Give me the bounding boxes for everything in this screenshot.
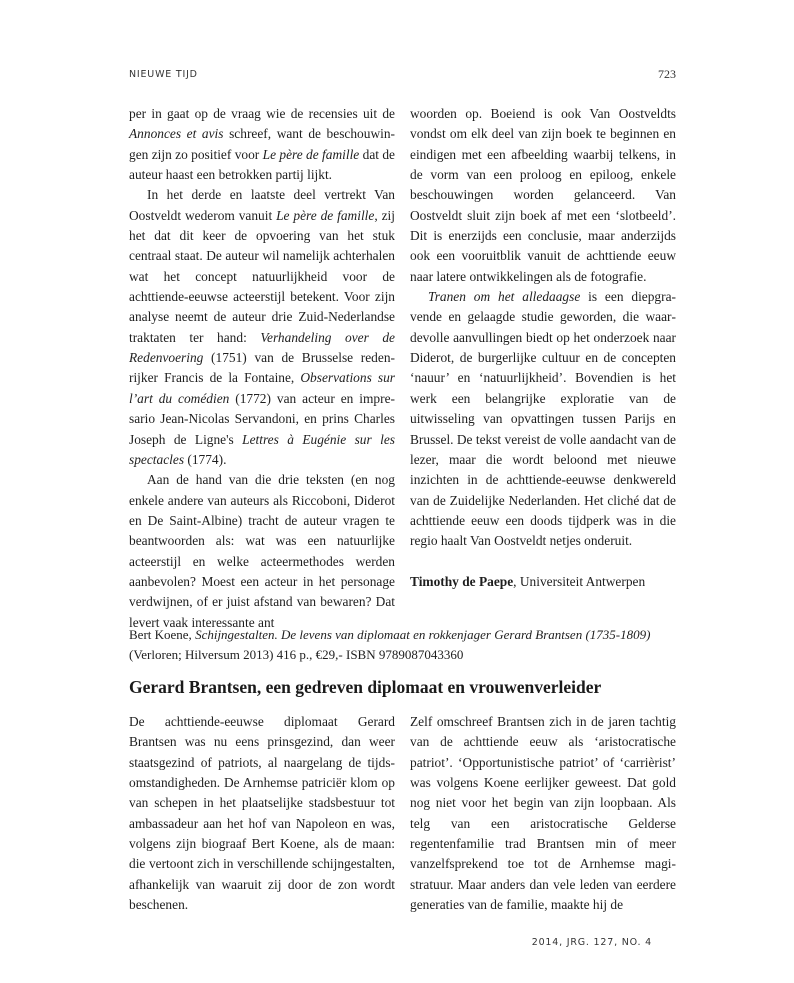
paragraph: Tranen om het alledaagse is een diepgravende en gelaagde studie geworden, die waardevolle aanvullingen biedt op het onderzoek naar Diderot, de burgerlijke cultuur en de concepten ‘nauur’ en ‘natuurlijkheid’. Bovendien is het werk een belangrijke exploratie van de uitwisseling van opvattingen tussen Parijs en Brussel. De tekst vereist de volle aandacht van de lezer, maar die wordt beloond met nieuwe inzichten in de achttiende-eeuwse denkwereld van de Zuidelijke Nederlanden. Het cliché dat de achttiende eeuw een doods tijdperk was in die regio haalt Van Oostveldt netjes onderuit. bbox=[410, 289, 676, 549]
review2-left-column bbox=[129, 712, 395, 915]
paragraph: per in gaat op de vraag wie de recensies uit de Annonces et avis schreef, want de beschouwingen zijn zo positief voor Le père de famille dat de auteur haast een betrokken partij lijkt. bbox=[129, 106, 395, 183]
paragraph: De achttiende-eeuwse diplomaat Gerard Brantsen was nu eens prinsgezind, dan weer staatsgezind of patriots, al naargelang de tijdsomstandigheden. De Arnhemse patriciër klom op van schepen in het plaatselijke stadsbestuur tot ambassadeur aan het hof van Napoleon en was, volgens zijn biograaf Bert Koene, als de maan: die vertoont zich in verschillende schijngestalten, afhankelijk van waaruit zij door de zon wordt beschenen. bbox=[129, 714, 395, 913]
paragraph: Aan de hand van die drie teksten (en nog enkele andere van auteurs als Riccoboni, Diderot en De Saint-Albine) tracht de auteur vragen te beantwoorden als: wat was een natuurlijke acteerstijl en welke acteermethodes werden aanbevolen? Moest een acteur in het personage verdwijnen, of er juist afstand van bewaren? Dat levert vaak interessante ant bbox=[129, 472, 395, 630]
italic-title: Lettres à Eugénie sur les spectacles bbox=[129, 431, 395, 467]
reviewer-signature bbox=[410, 572, 676, 592]
review1-right-column bbox=[410, 104, 676, 592]
review2-right-column bbox=[410, 712, 676, 915]
book-details: (Verloren; Hilversum 2013) 416 p., €29,- ISBN 9789087043360 bbox=[129, 647, 464, 662]
bibliographic-entry bbox=[129, 625, 689, 665]
running-head: NIEUWE TIJD bbox=[129, 69, 198, 80]
italic-title: Annonces et avis bbox=[129, 126, 224, 142]
italic-title: Verhandeling over de Redenvoering bbox=[129, 329, 395, 366]
page-number: 723 bbox=[658, 67, 676, 81]
italic-title: Observations sur l’art du comédien bbox=[129, 370, 395, 406]
italic-title: Le père de famille bbox=[276, 207, 375, 223]
paragraph: Zelf omschreef Brantsen zich in de jaren tachtig van de achttiende eeuw als ‘aristocratische patriot’. ‘Opportunistische patriot’ of ‘carrièrist’ was volgens Koene eerlijker geweest. Dat gold nog niet voor het begin van zijn loopbaan. Als telg van een aristocratische Gelderse regentenfamilie trad Brantsen min of meer vanzelfsprekend toe tot de Arnhemse magistratuur. Maar anders dan vele leden van eerdere generaties van de familie, maakte hij de bbox=[410, 714, 676, 913]
paragraph: In het derde en laatste deel vertrekt Van Oostveldt wederom vanuit Le père de famille, zij het dat dit keer de opvoering van het stuk centraal staat. De auteur wil namelijk achterhalen wat het concept natuurlijkheid voor de achttiende-eeuwse acteerstijl betekent. Voor zijn analyse neemt de auteur drie Zuid-Nederlandse traktaten ter hand: Verhandeling over de Redenvoering (1751) van de Brusselse redenrijker Francis de la Fontaine, Observations sur l’art du comédien (1772) van acteur en impresario Jean-Nicolas Servandoni, en prins Charles Joseph de Ligne's Lettres à Eugénie sur les spectacles (1774). bbox=[129, 187, 395, 467]
review1-left-column bbox=[129, 104, 395, 633]
journal-issue-footer: 2014, JRG. 127, NO. 4 bbox=[531, 937, 652, 948]
review-title: Gerard Brantsen, een gedreven diplomaat en vrouwenverleider bbox=[129, 677, 602, 697]
paragraph: woorden op. Boeiend is ook Van Oostveldts vondst om elk deel van zijn boek te beginnen en eindigen met een afbeelding waarbij telkens, in de vorm van een proloog en epiloog, enkele beschouwingen worden gelanceerd. Van Oostveldt sluit zijn boek af met een ‘slotbeeld’. Dit is enerzijds een conclusie, maar anderzijds ook een vooruitblik vanuit de achttiende eeuw naar latere ontwikkelingen als de fotografie. bbox=[410, 106, 676, 284]
reviewer-name: Timothy de Paepe bbox=[410, 573, 514, 589]
book-title: Schijngestalten. De levens van diplomaat en rokkenjager Gerard Brantsen (1735-1809) bbox=[195, 627, 651, 642]
italic-title: Le père de famille bbox=[262, 146, 360, 162]
book-author: Bert Koene, bbox=[129, 627, 196, 642]
italic-title: Tranen om het alledaagse bbox=[428, 289, 581, 305]
reviewer-affiliation: , Universiteit Antwerpen bbox=[513, 573, 646, 589]
